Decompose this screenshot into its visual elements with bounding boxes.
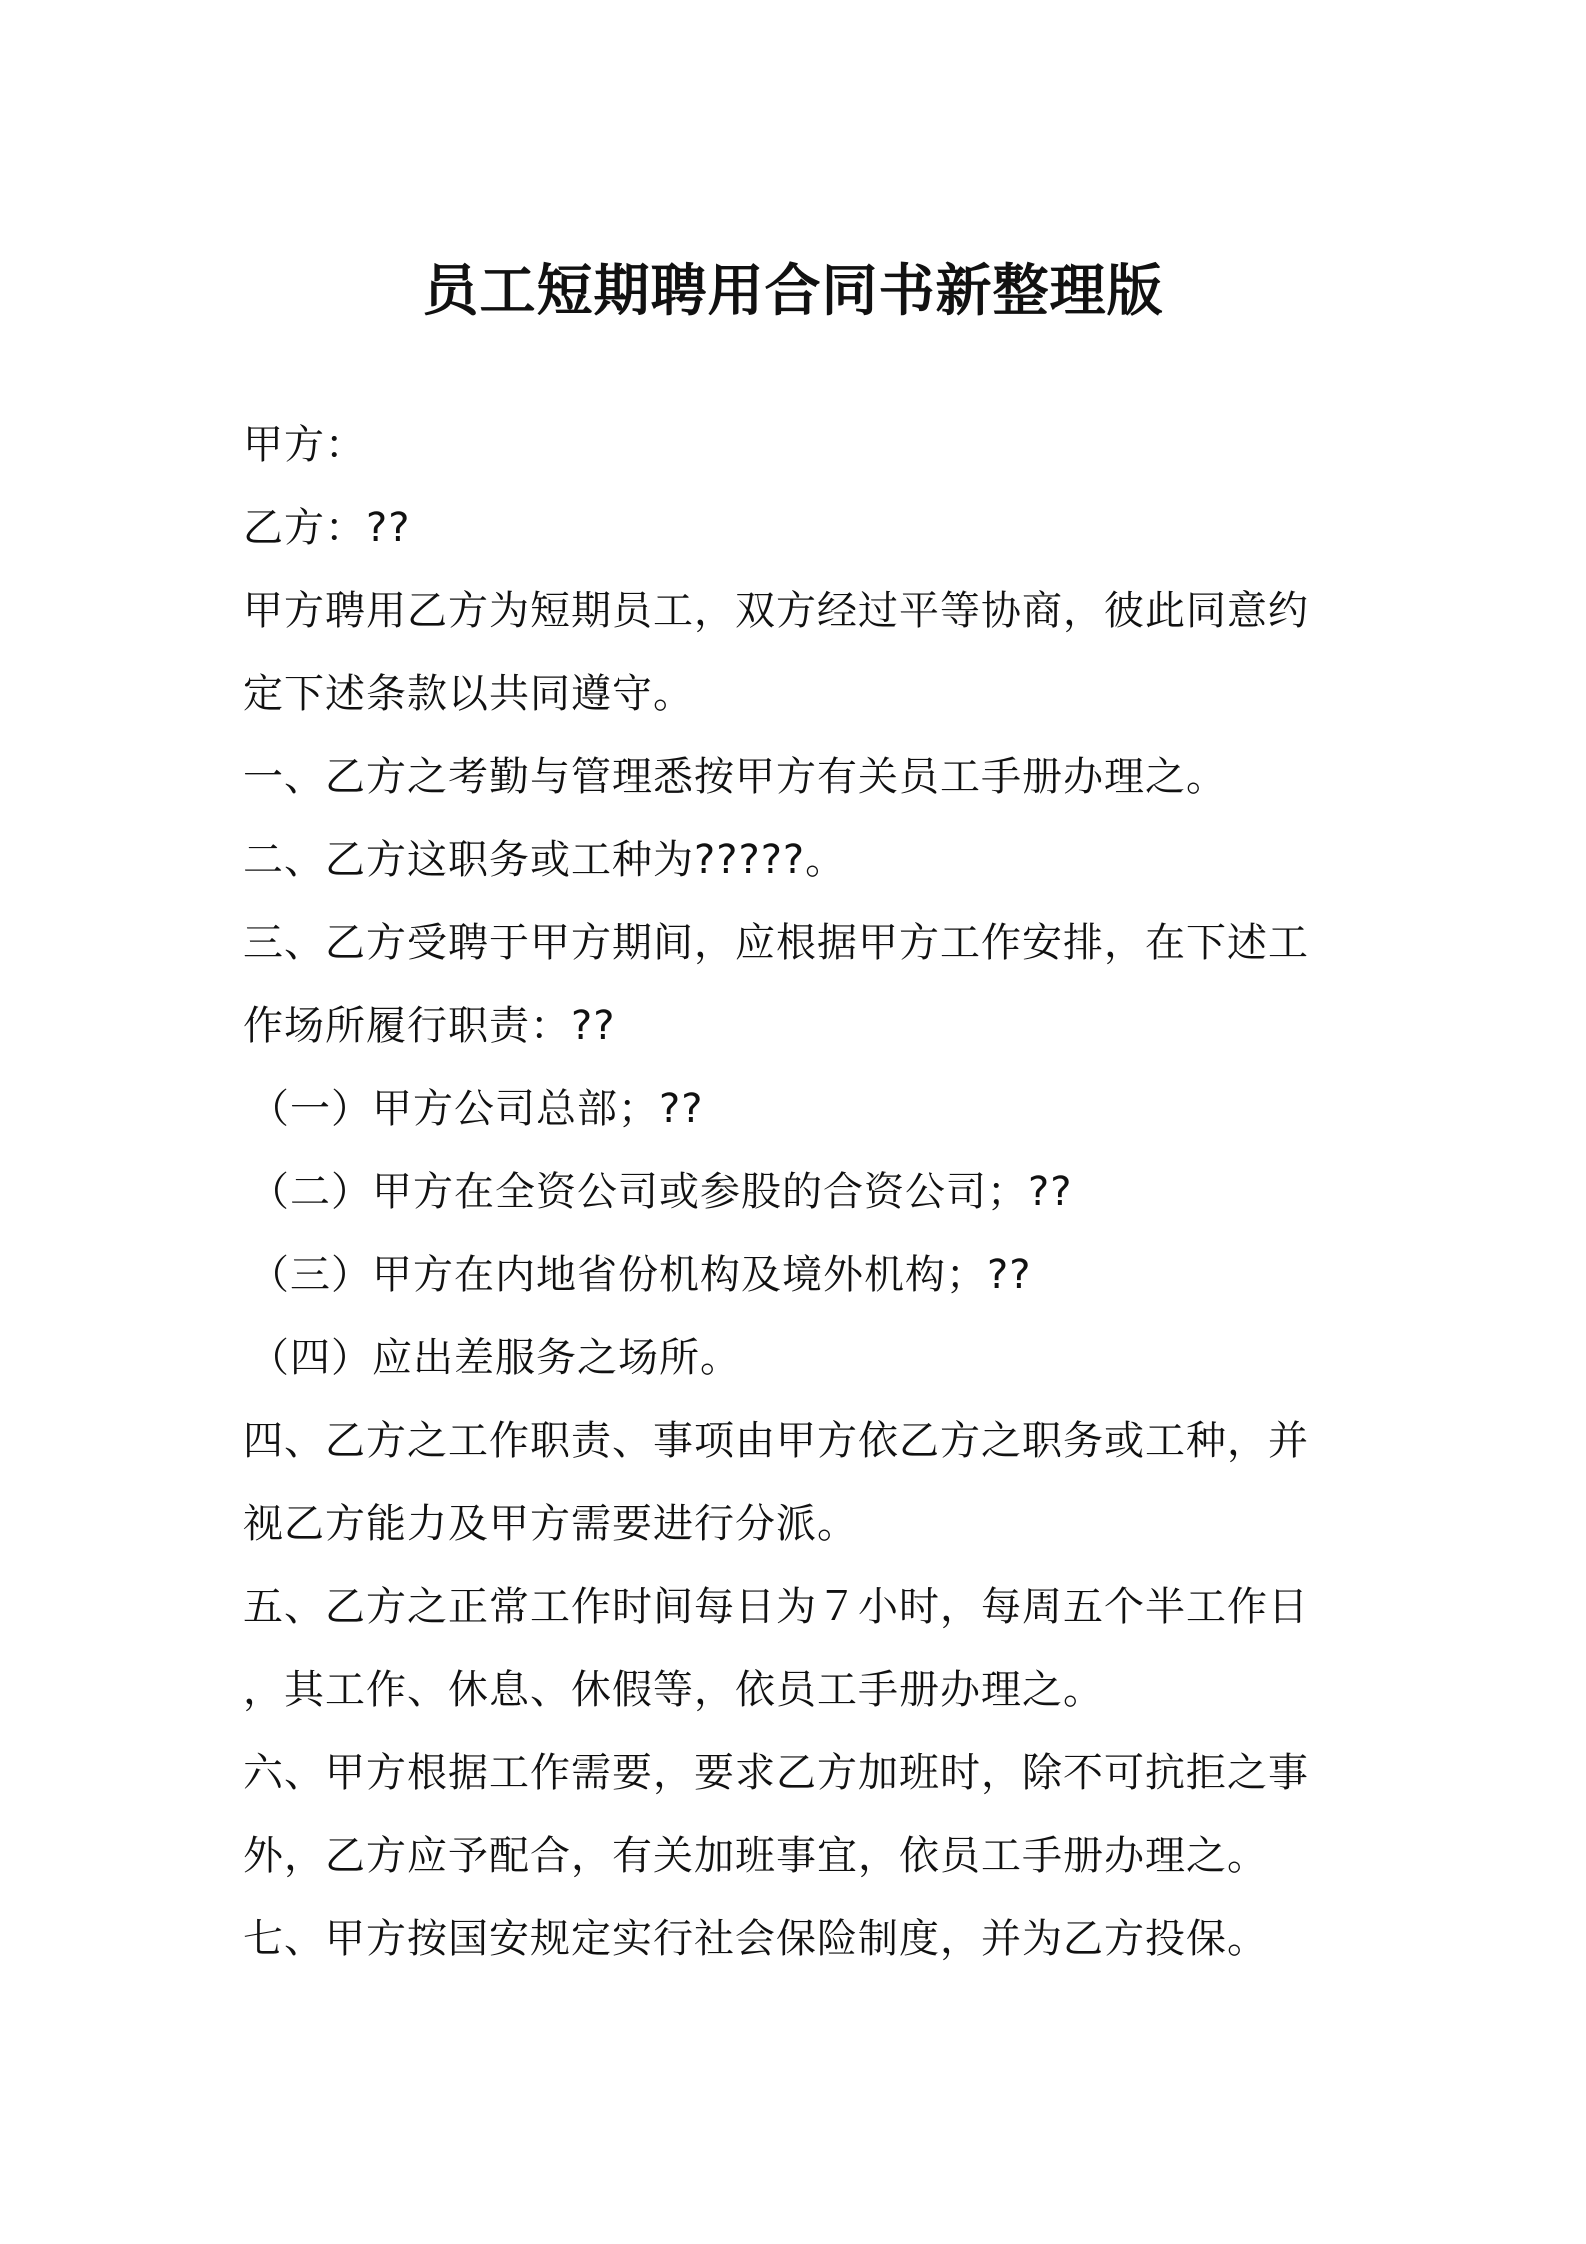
clause-3-item-3: （三）甲方在内地省份机构及境外机构；?? xyxy=(249,1252,1032,1298)
document-body xyxy=(243,404,1363,1981)
clause-1: 一、乙方之考勤与管理悉按甲方有关员工手册办理之。 xyxy=(243,754,1227,800)
clause-6-line-2: 外，乙方应予配合，有关加班事宜，依员工手册办理之。 xyxy=(243,1833,1268,1879)
document-title: 员工短期聘用合同书新整理版 xyxy=(422,259,1164,324)
party-b-line: 乙方：?? xyxy=(243,505,411,551)
intro-line-1: 甲方聘用乙方为短期员工，双方经过平等协商，彼此同意约 xyxy=(243,588,1309,634)
clause-3-item-2: （二）甲方在全资公司或参股的合资公司；?? xyxy=(249,1169,1073,1215)
clause-5-line-2: ，其工作、休息、休假等，依员工手册办理之。 xyxy=(243,1667,1104,1713)
clause-2: 二、乙方这职务或工种为?????。 xyxy=(243,837,847,883)
intro-line-2: 定下述条款以共同遵守。 xyxy=(243,671,694,717)
clause-4-line-2: 视乙方能力及甲方需要进行分派。 xyxy=(243,1501,858,1547)
party-a-line: 甲方： xyxy=(243,422,366,468)
clause-6-line-1: 六、甲方根据工作需要，要求乙方加班时，除不可抗拒之事 xyxy=(243,1750,1309,1796)
clause-3-line-2: 作场所履行职责：?? xyxy=(243,1003,616,1049)
clause-3-item-4: （四）应出差服务之场所。 xyxy=(249,1335,741,1381)
clause-5-line-1: 五、乙方之正常工作时间每日为７小时，每周五个半工作日 xyxy=(243,1584,1309,1630)
clause-4-line-1: 四、乙方之工作职责、事项由甲方依乙方之职务或工种，并 xyxy=(243,1418,1309,1464)
clause-7: 七、甲方按国安规定实行社会保险制度，并为乙方投保。 xyxy=(243,1916,1268,1962)
clause-3-item-1: （一）甲方公司总部；?? xyxy=(249,1086,704,1132)
clause-3-line-1: 三、乙方受聘于甲方期间，应根据甲方工作安排，在下述工 xyxy=(243,920,1309,966)
